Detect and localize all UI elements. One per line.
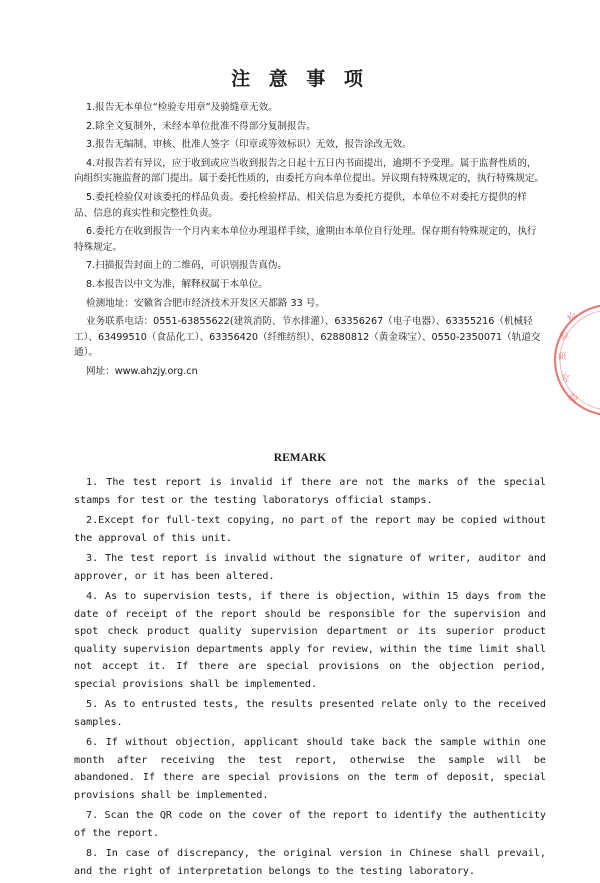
en-item-8: 8. In case of discrepancy, the original version in Chinese shall prevail, and the right of interpretation belongs to the testing laboratory. <box>74 848 546 877</box>
svg-text:检: 检 <box>565 311 580 325</box>
cn-item-5: 5.委托检验仅对该委托的样品负责。委托检验样品、相关信息为委托方提供，本单位不对委托方提供的样品、信息的真实性和完整性负责。 <box>74 191 527 219</box>
page-title: 注 意 事 项 <box>231 68 369 90</box>
en-item-5: 5. As to entrusted tests, the results presented relate only to the received samples. <box>74 699 546 728</box>
cn-item-7: 7.扫描报告封面上的二维码，可识别报告真伪。 <box>86 260 288 272</box>
official-seal-stamp <box>548 300 600 420</box>
test-address: 检测地址：安徽省合肥市经济技术开发区天都路 33 号。 <box>86 297 325 309</box>
en-item-6: 6. If without objection, applicant should take back the sample within one month after receiving the test report, otherwise the sample will be abandoned. If there are special provisions on the term of deposit, special provisions shall be implemented. <box>74 737 546 801</box>
cn-item-4: 4.对报告若有异议，应于收到或应当收到报告之日起十五日内书面提出，逾期不予受理。属于监督性质的，向组织实施监督的部门提出。属于委托性质的，由委托方向本单位提出。异议期有特殊规定的，执行特殊规定。 <box>74 157 545 185</box>
contact-phones: 业务联系电话：0551-63855622(建筑消防、节水排灌）、63356267（电子电器）、63355216（机械轻工）、63499510（食品化工）、63356420（纤维纺织）、62880812（黄金珠宝）、0550-2350071（轨道交通）。 <box>74 316 541 359</box>
svg-text:院: 院 <box>566 392 580 406</box>
cn-item-3: 3.报告无编制、审核、批准人签字（印章或等效标识）无效，报告涂改无效。 <box>86 139 412 151</box>
svg-text:究: 究 <box>559 373 571 385</box>
cn-item-6: 6.委托方在收到报告一个月内来本单位办理退样手续，逾期由本单位自行处理。保存期有特殊规定的，执行特殊规定。 <box>74 226 537 253</box>
website: 网址：www.ahzjy.org.cn <box>86 365 198 377</box>
en-item-4: 4. As to supervision tests, if there is objection, within 15 days from the date of receipt of the report should be responsible for the supervision and spot check product quality supervision department or its superior product quality supervision departments apply for review, within the time limit shall not accept it. If there are special provisions on the objection period, special provisions shall be implemented. <box>74 591 546 690</box>
svg-text:研: 研 <box>557 352 568 363</box>
en-item-7: 7. Scan the QR code on the cover of the report to identify the authenticity of the report. <box>74 810 546 839</box>
en-item-1: 1. The test report is invalid if there are not the marks of the special stamps for test or the testing laboratorys official stamps. <box>74 477 546 506</box>
cn-item-2: 2.除全文复制外，未经本单位批准不得部分复制报告。 <box>86 120 316 132</box>
remark-title: REMARK <box>273 452 327 464</box>
svg-text:验: 验 <box>558 330 571 343</box>
en-item-2: 2.Except for full-text copying, no part of the report may be copied without the approval of this unit. <box>74 515 546 544</box>
cn-item-8: 8.本报告以中文为准，解释权属于本单位。 <box>86 278 268 290</box>
cn-item-1: 1.报告无本单位“检验专用章”及骑缝章无效。 <box>86 102 278 113</box>
en-item-3: 3. The test report is invalid without the signature of writer, auditor and approver, or it has been altered. <box>74 553 546 582</box>
chinese-notes <box>74 100 546 383</box>
seal-icon <box>548 300 600 420</box>
english-remarks <box>74 474 546 883</box>
